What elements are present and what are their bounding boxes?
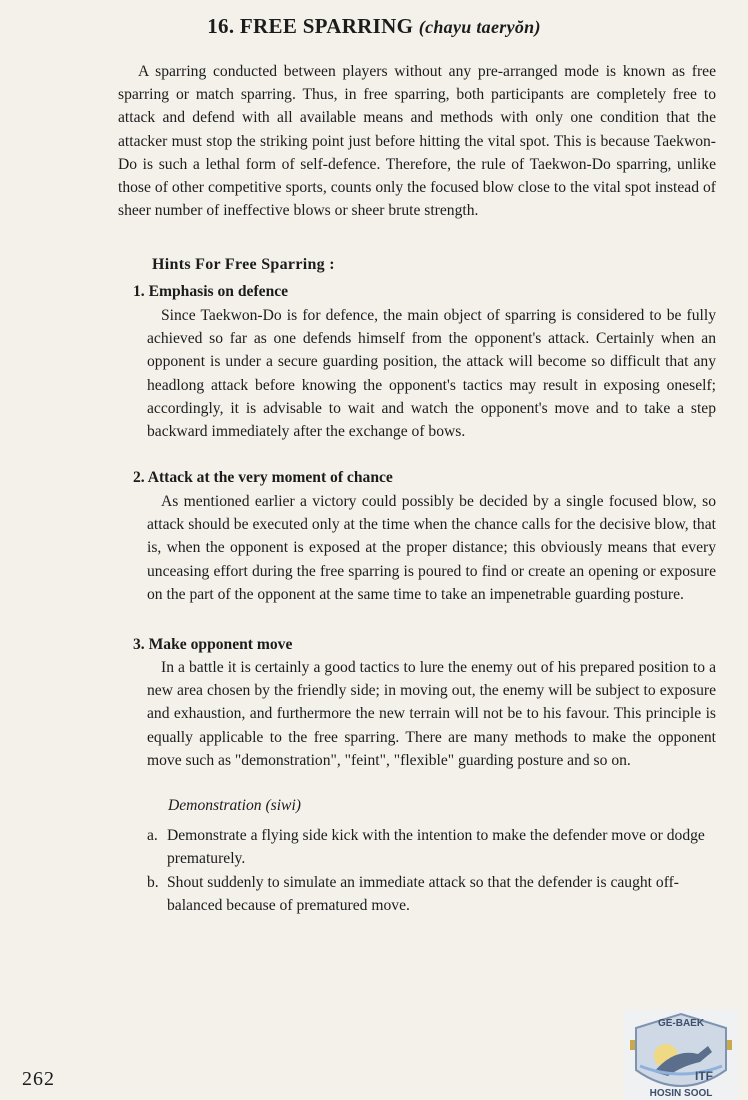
intro-paragraph: A sparring conducted between players without any pre-arranged mode is known as free sparring or match sparring. Thus, in free sparring, both participants are completely free to attack and defend with all available means and methods with only one condition that the attacker must stop the striking point just before hitting the vital spot. This is because Taekwon-Do is such a lethal form of self-defence. Therefore, the rule of Taekwon-Do sparring, unlike those of other competitive sports, counts only the focused blow close to the vital spot instead of sheer number of ineffective blows or sheer brute strength. [118,63,716,220]
section-heading-3: 3. Make opponent move [133,636,293,653]
title-main: 16. FREE SPARRING [207,14,414,38]
hints-heading: Hints For Free Sparring : [152,256,335,273]
list-item [147,871,716,917]
demonstration-heading: Demonstration (siwi) [168,797,301,814]
section-heading-2: 2. Attack at the very moment of chance [133,469,393,486]
list-item-text: Demonstrate a flying side kick with the intention to make the defender move or dodge prematurely. [167,827,705,868]
list-item [147,824,716,870]
page-title [0,14,748,39]
logo-bottom-text: HOSIN SOOL [649,1088,713,1099]
list-marker: b. [147,874,159,891]
logo-mid-text: ITF [695,1069,713,1083]
section-body-1: Since Taekwon-Do is for defence, the main object of sparring is considered to be fully achieved so far as one defends himself from the opponent's attack. Certainly when an opponent is under a secure guarding position, the attack will become so difficult that any headlong attack before knowing the opponent's tactics may result in exposing oneself; accordingly, it is advisable to wait and watch the opponent's move and to take a step backward immediately after the exchange of bows. [147,307,716,441]
page-number: 262 [22,1068,55,1090]
section-heading-1: 1. Emphasis on defence [133,283,289,300]
logo-top-text: GE-BAEK [657,1018,705,1029]
section-body-3: In a battle it is certainly a good tactics to lure the enemy out of his prepared position to a new area chosen by the friendly side; in moving out, the enemy will be subject to exposure and exhaustion, and furthermore the new terrain will not be to his favour. This principle is equally applicable to the free sparring. There are many methods to make the opponent move such as "demonstration", "feint", "flexible" guarding posture and so on. [147,659,716,769]
section-body-2: As mentioned earlier a victory could possibly be decided by a single focused blow, so attack should be executed only at the time when the chance calls for the decisive blow, that is, when the opponent is exposed at the proper distance; this obviously means that every unceasing effort during the free sparring is poured to find or create an opening or exposure on the part of the opponent at the same time to take an impenetrable guarding posture. [147,493,716,603]
list-marker: a. [147,827,158,844]
ge-baek-logo [624,1010,738,1100]
title-subtitle: (chayu taeryŏn) [418,17,541,37]
list-item-text: Shout suddenly to simulate an immediate attack so that the defender is caught off-balanced because of prematured move. [167,874,680,915]
